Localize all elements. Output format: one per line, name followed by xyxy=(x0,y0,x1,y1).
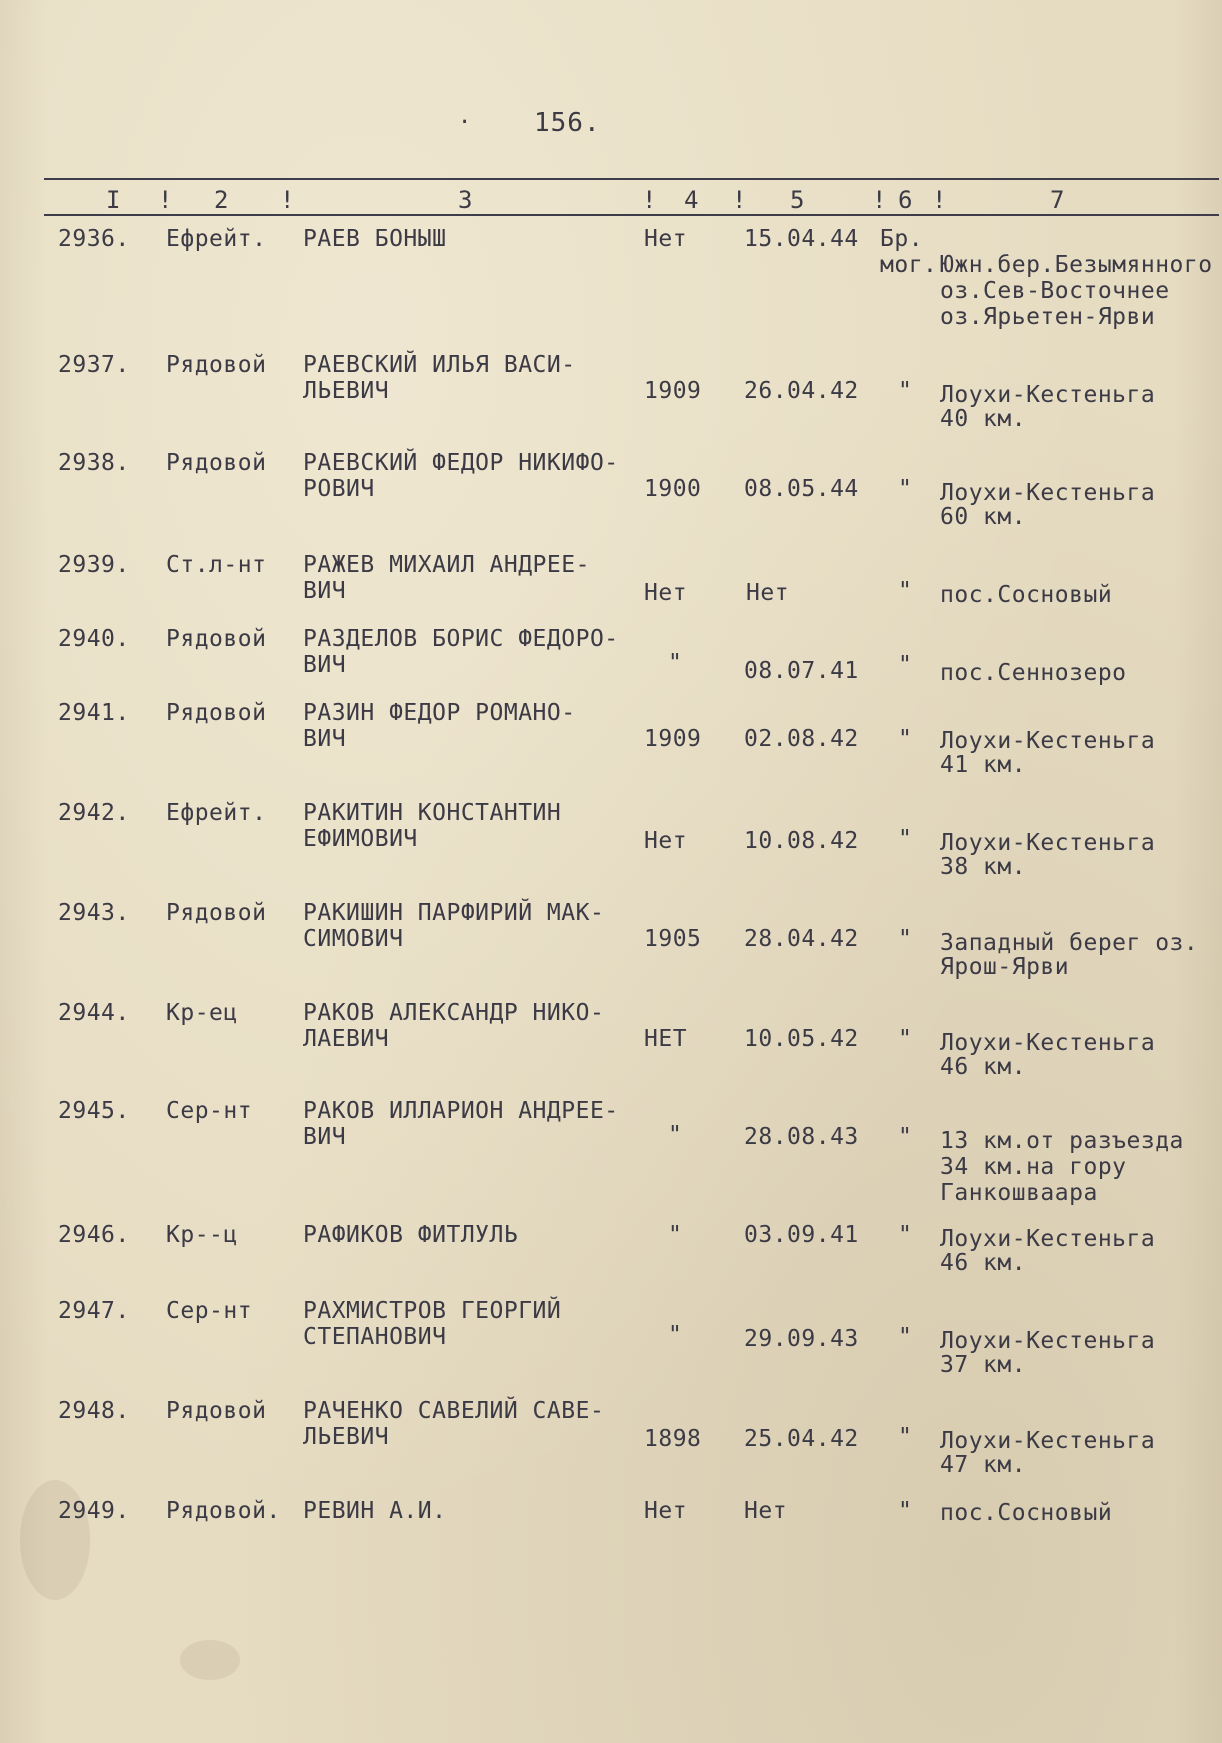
record-name: РАЖЕВ МИХАИЛ АНДРЕЕ- xyxy=(303,552,590,578)
record-rank: Кр--ц xyxy=(166,1222,238,1248)
record-birth-year: 1909 xyxy=(644,726,702,752)
record-birth-year: 1898 xyxy=(644,1426,702,1452)
record-name-cont: ВИЧ xyxy=(303,652,347,678)
record-name-cont: ЛЬЕВИЧ xyxy=(303,378,390,404)
record-burial-place-cont: 46 км. xyxy=(940,1054,1027,1080)
column-header-4: 4 xyxy=(684,186,699,214)
column-separator: ! xyxy=(158,186,173,214)
record-death-date: Нет xyxy=(746,580,790,606)
record-burial-place: Южн.бер.Безымянного xyxy=(940,252,1213,278)
record-death-date: 02.08.42 xyxy=(744,726,859,752)
record-burial-place: пос.Сосновый xyxy=(940,1500,1113,1526)
record-death-date: 26.04.42 xyxy=(744,378,859,404)
page-number: 156. xyxy=(534,108,601,138)
column-header-5: 5 xyxy=(790,186,805,214)
record-burial-place: Лоухи-Кестеньга xyxy=(940,830,1156,856)
record-burial-place: Лоухи-Кестеньга xyxy=(940,382,1156,408)
record-name: РАЗИН ФЕДОР РОМАНО- xyxy=(303,700,576,726)
record-burial-place: пос.Сеннозеро xyxy=(940,660,1127,686)
record-name-cont: ЛЬЕВИЧ xyxy=(303,1424,390,1450)
record-birth-year: 1905 xyxy=(644,926,702,952)
record-rank: Рядовой xyxy=(166,626,267,652)
record-death-date: 08.07.41 xyxy=(744,658,859,684)
column-header-7: 7 xyxy=(1050,186,1065,214)
record-name-cont: СИМОВИЧ xyxy=(303,926,404,952)
record-birth-year: 1900 xyxy=(644,476,702,502)
record-rank: Сер-нт xyxy=(166,1098,253,1124)
record-birth-year: " xyxy=(668,1322,683,1348)
record-name: РАКОВ АЛЕКСАНДР НИКО- xyxy=(303,1000,605,1026)
record-grave-type: " xyxy=(898,1424,913,1450)
record-grave-type: " xyxy=(898,476,913,502)
record-burial-place-cont: Ярош-Ярви xyxy=(940,954,1070,980)
record-number: 2949. xyxy=(58,1498,130,1524)
record-rank: Кр-ец xyxy=(166,1000,238,1026)
record-name: РАЧЕНКО САВЕЛИЙ САВЕ- xyxy=(303,1398,605,1424)
record-number: 2947. xyxy=(58,1298,130,1324)
record-rank: Ефрейт. xyxy=(166,226,267,252)
record-name: РАКИШИН ПАРФИРИЙ МАК- xyxy=(303,900,605,926)
record-death-date: 03.09.41 xyxy=(744,1222,859,1248)
record-birth-year: 1909 xyxy=(644,378,702,404)
column-separator: ! xyxy=(732,186,747,214)
record-burial-place: Западный берег оз. xyxy=(940,930,1199,956)
record-death-date: 10.08.42 xyxy=(744,828,859,854)
record-number: 2942. xyxy=(58,800,130,826)
record-burial-place: Лоухи-Кестеньга xyxy=(940,1226,1156,1252)
record-burial-place-cont: 38 км. xyxy=(940,854,1027,880)
record-rank: Рядовой xyxy=(166,1398,267,1424)
record-burial-place: 13 км.от разъезда xyxy=(940,1128,1184,1154)
record-number: 2943. xyxy=(58,900,130,926)
record-name: РАКИТИН КОНСТАНТИН xyxy=(303,800,562,826)
record-birth-year: Нет xyxy=(644,580,688,606)
record-burial-place-cont: 47 км. xyxy=(940,1452,1027,1478)
record-grave-type: " xyxy=(898,926,913,952)
column-separator: ! xyxy=(932,186,947,214)
record-burial-place: Лоухи-Кестеньга xyxy=(940,1328,1156,1354)
record-name-cont: РОВИЧ xyxy=(303,476,375,502)
record-burial-place: Лоухи-Кестеньга xyxy=(940,480,1156,506)
record-number: 2938. xyxy=(58,450,130,476)
record-grave-type: " xyxy=(898,652,913,678)
record-name: РЕВИН А.И. xyxy=(303,1498,447,1524)
record-number: 2946. xyxy=(58,1222,130,1248)
record-grave-type: " xyxy=(898,826,913,852)
record-name: РАФИКОВ ФИТЛУЛЬ xyxy=(303,1222,519,1248)
record-burial-place-cont: 37 км. xyxy=(940,1352,1027,1378)
record-name: РАЕВСКИЙ ИЛЬЯ ВАСИ- xyxy=(303,352,576,378)
record-number: 2937. xyxy=(58,352,130,378)
record-burial-place-cont: 34 км.на гору xyxy=(940,1154,1127,1180)
column-header-3: 3 xyxy=(458,186,473,214)
record-death-date: 28.04.42 xyxy=(744,926,859,952)
record-rank: Рядовой. xyxy=(166,1498,281,1524)
record-name: РАЗДЕЛОВ БОРИС ФЕДОРО- xyxy=(303,626,619,652)
record-grave-type-cont: мог. xyxy=(880,252,938,278)
record-name: РАКОВ ИЛЛАРИОН АНДРЕЕ- xyxy=(303,1098,619,1124)
record-grave-type: " xyxy=(898,1222,913,1248)
record-burial-place: Лоухи-Кестеньга xyxy=(940,1428,1156,1454)
record-burial-place-cont: Ганкошваара xyxy=(940,1180,1098,1206)
column-header-row xyxy=(0,186,1222,212)
record-number: 2936. xyxy=(58,226,130,252)
column-header-2: 2 xyxy=(214,186,229,214)
record-birth-year: " xyxy=(668,1122,683,1148)
record-burial-place: Лоухи-Кестеньга xyxy=(940,728,1156,754)
record-rank: Рядовой xyxy=(166,700,267,726)
record-rank: Ефрейт. xyxy=(166,800,267,826)
record-grave-type: " xyxy=(898,378,913,404)
record-number: 2939. xyxy=(58,552,130,578)
record-burial-place: пос.Сосновый xyxy=(940,582,1113,608)
record-name-cont: СТЕПАНОВИЧ xyxy=(303,1324,447,1350)
record-death-date: 15.04.44 xyxy=(744,226,859,252)
record-death-date: Нет xyxy=(744,1498,788,1524)
record-birth-year: Нет xyxy=(644,828,688,854)
record-name-cont: ЛАЕВИЧ xyxy=(303,1026,390,1052)
record-rank: Ст.л-нт xyxy=(166,552,267,578)
record-death-date: 10.05.42 xyxy=(744,1026,859,1052)
column-header-1: I xyxy=(106,186,121,214)
page-dot: · xyxy=(458,110,472,135)
record-number: 2944. xyxy=(58,1000,130,1026)
record-birth-year: " xyxy=(668,650,683,676)
record-name-cont: ВИЧ xyxy=(303,726,347,752)
record-name-cont: ВИЧ xyxy=(303,1124,347,1150)
column-separator: ! xyxy=(280,186,295,214)
record-burial-place: Лоухи-Кестеньга xyxy=(940,1030,1156,1056)
record-name: РАЕВСКИЙ ФЕДОР НИКИФО- xyxy=(303,450,619,476)
record-grave-type: " xyxy=(898,1498,913,1524)
record-number: 2945. xyxy=(58,1098,130,1124)
record-grave-type: " xyxy=(898,1026,913,1052)
record-burial-place-cont: оз.Ярьетен-Ярви xyxy=(940,304,1156,330)
record-birth-year: Нет xyxy=(644,226,688,252)
column-header-6: 6 xyxy=(898,186,913,214)
record-burial-place-cont: оз.Сев-Восточнее xyxy=(940,278,1170,304)
table-rule-top xyxy=(44,178,1219,180)
record-birth-year: " xyxy=(668,1222,683,1248)
record-burial-place-cont: 60 км. xyxy=(940,504,1027,530)
column-separator: ! xyxy=(872,186,887,214)
record-name: РАХМИСТРОВ ГЕОРГИЙ xyxy=(303,1298,562,1324)
record-name-cont: ЕФИМОВИЧ xyxy=(303,826,418,852)
record-grave-type: " xyxy=(898,578,913,604)
record-number: 2941. xyxy=(58,700,130,726)
record-number: 2940. xyxy=(58,626,130,652)
record-rank: Рядовой xyxy=(166,352,267,378)
record-birth-year: НЕТ xyxy=(644,1026,688,1052)
record-death-date: 28.08.43 xyxy=(744,1124,859,1150)
record-death-date: 29.09.43 xyxy=(744,1326,859,1352)
record-rank: Рядовой xyxy=(166,900,267,926)
record-death-date: 08.05.44 xyxy=(744,476,859,502)
record-death-date: 25.04.42 xyxy=(744,1426,859,1452)
record-rank: Сер-нт xyxy=(166,1298,253,1324)
record-burial-place-cont: 41 км. xyxy=(940,752,1027,778)
record-burial-place-cont: 40 км. xyxy=(940,406,1027,432)
record-rank: Рядовой xyxy=(166,450,267,476)
record-name: РАЕВ БОНЫШ xyxy=(303,226,447,252)
paper-stain xyxy=(180,1640,240,1680)
record-grave-type: Бр. xyxy=(880,226,924,252)
record-burial-place-cont: 46 км. xyxy=(940,1250,1027,1276)
record-birth-year: Нет xyxy=(644,1498,688,1524)
table-rule-bottom xyxy=(44,214,1219,216)
record-grave-type: " xyxy=(898,1124,913,1150)
record-grave-type: " xyxy=(898,726,913,752)
record-number: 2948. xyxy=(58,1398,130,1424)
record-grave-type: " xyxy=(898,1324,913,1350)
column-separator: ! xyxy=(642,186,657,214)
record-name-cont: ВИЧ xyxy=(303,578,347,604)
